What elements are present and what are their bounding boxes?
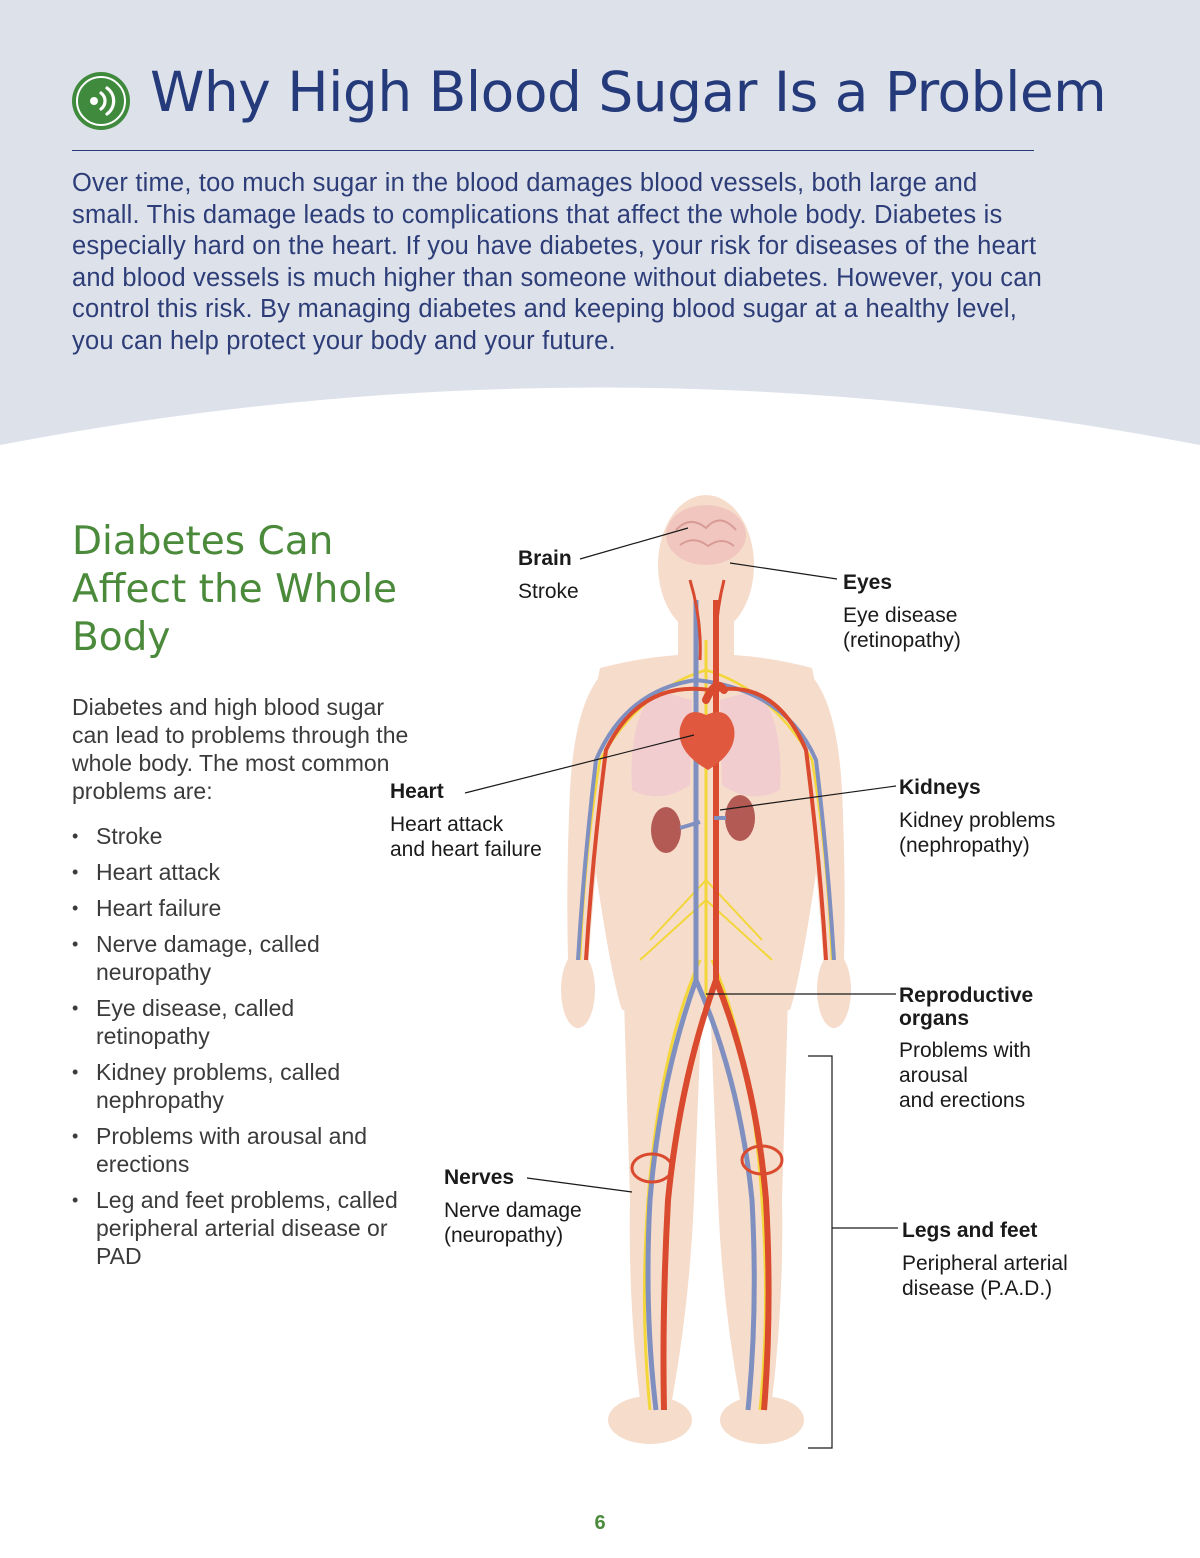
brain-organ: [666, 505, 746, 565]
kidney-organs: [651, 795, 755, 853]
callout-legs-desc: Peripheral arterial disease (P.A.D.): [902, 1252, 1068, 1300]
intro-paragraph: Over time, too much sugar in the blood damages blood vessels, both large and small. This damage leads to complications that affect the whole body. Diabetes is especially hard on the heart. If you have diabetes, your risk for diseases of the heart and blood vessels is much higher than someone without diabetes. However, you can control this risk. By managing diabetes and keeping blood sugar at a healthy level, you can help protect your body and your future.: [72, 169, 1042, 355]
callout-legs-title: Legs and feet: [902, 1219, 1038, 1242]
callout-kidneys-title: Kidneys: [899, 776, 981, 799]
callout-nerves-desc: Nerve damage (neuropathy): [444, 1199, 582, 1247]
title-divider: [72, 150, 1034, 151]
audio-icon[interactable]: [70, 70, 132, 132]
callout-eyes-desc: Eye disease (retinopathy): [843, 604, 961, 652]
section-title: Diabetes Can Affect the Whole Body: [72, 519, 398, 660]
arteries: [586, 580, 826, 1410]
callout-kidneys: [899, 775, 1055, 858]
list-item: • Problems with arousal and erections: [72, 1122, 412, 1178]
callout-brain-desc: Stroke: [518, 580, 579, 603]
callout-heart-title: Heart: [390, 780, 444, 803]
callout-kidneys-desc: Kidney problems (nephropathy): [899, 809, 1056, 857]
section-intro: Diabetes and high blood sugar can lead to problems through the whole body. The most common problems are:: [72, 694, 409, 804]
list-item: • Nerve damage, called neuropathy: [72, 930, 412, 986]
body-silhouette: [561, 495, 851, 1444]
callout-reproductive: [899, 984, 1079, 1113]
list-item: • Heart failure: [72, 894, 412, 922]
list-item: • Heart attack: [72, 858, 412, 886]
callout-reproductive-title: Reproductive organs: [899, 984, 1034, 1030]
list-item: • Kidney problems, called nephropathy: [72, 1058, 412, 1114]
page-number: 6: [594, 1512, 606, 1534]
problem-list: [72, 822, 412, 1278]
leader-lines: [465, 528, 898, 1448]
list-item: • Eye disease, called retinopathy: [72, 994, 412, 1050]
callout-brain: [518, 546, 579, 604]
lungs: [631, 690, 780, 796]
page-title: Why High Blood Sugar Is a Problem: [150, 60, 1107, 124]
callout-nerves: [444, 1165, 582, 1248]
callout-heart-desc: Heart attack and heart failure: [390, 813, 542, 861]
callout-legs: [902, 1218, 1068, 1301]
list-item: • Leg and feet problems, called peripheral arterial disease or PAD: [72, 1186, 412, 1270]
callout-nerves-title: Nerves: [444, 1166, 515, 1189]
callout-brain-title: Brain: [518, 547, 572, 570]
callout-eyes-title: Eyes: [843, 571, 893, 594]
list-item: • Stroke: [72, 822, 412, 850]
callout-eyes: [843, 570, 961, 653]
nerves: [580, 640, 832, 1410]
veins: [578, 600, 834, 1410]
callout-heart: [390, 779, 542, 862]
callout-reproductive-desc: Problems with arousal and erections: [899, 1039, 1031, 1112]
heart-organ: [680, 686, 735, 770]
